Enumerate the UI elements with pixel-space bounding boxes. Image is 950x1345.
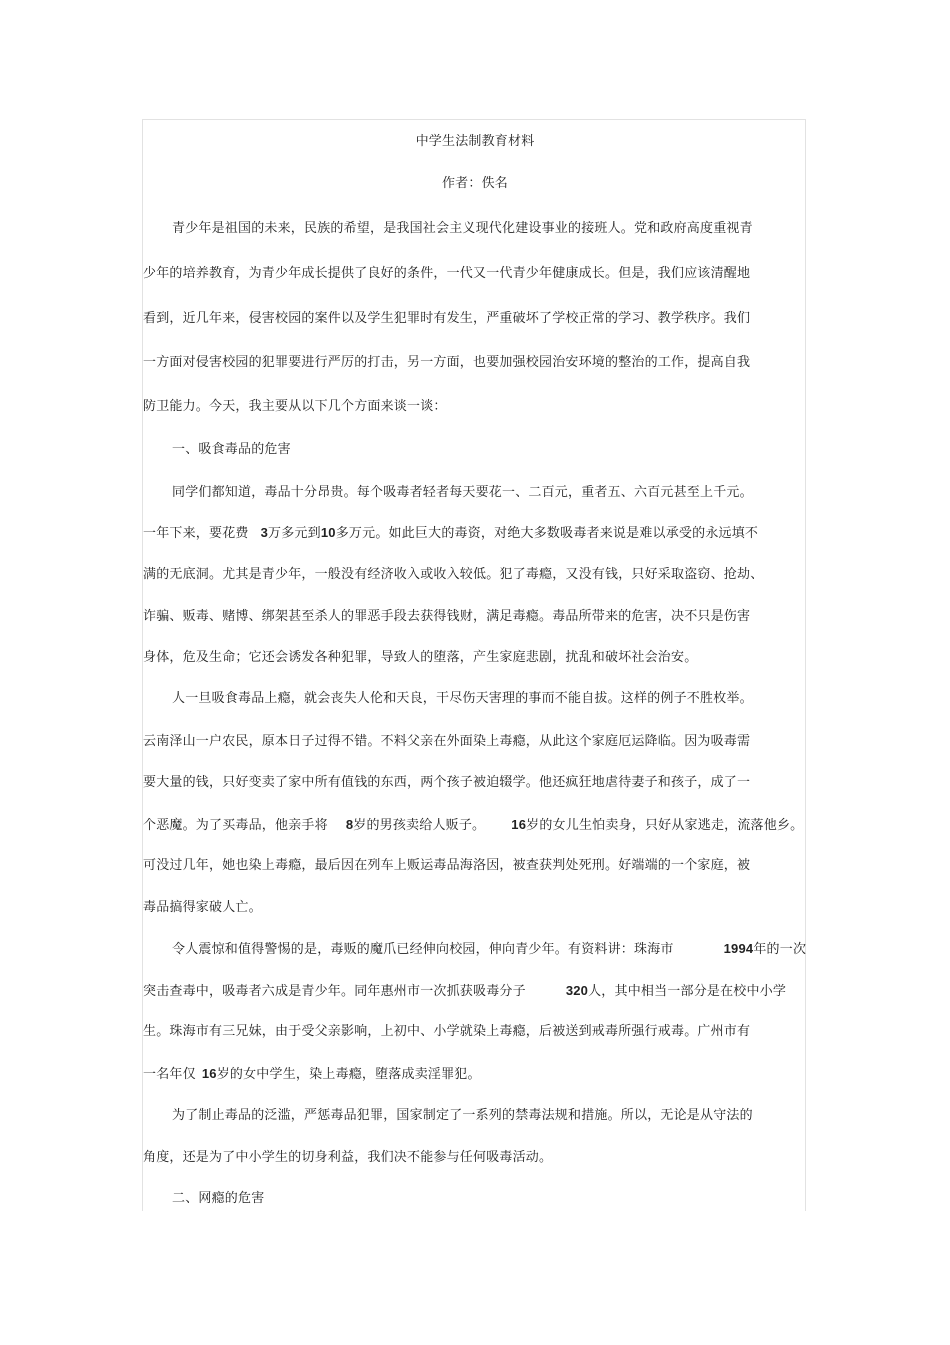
text-segment: 岁的男孩卖给人贩子。 — [353, 818, 486, 833]
text-segment: 年的一次 — [753, 942, 807, 957]
paragraph-line: 看到，近几年来，侵害校园的案件以及学生犯罪时有发生，严重破坏了学校正常的学习、教学秩序。我们 — [143, 311, 751, 326]
paragraph-line: 可没过几年，她也染上毒瘾，最后因在列车上贩运毒品海洛因，被查获判处死刑。好端端的一个家庭，被 — [143, 858, 751, 873]
text-segment: 令人震惊和值得警惕的是，毒贩的魔爪已经伸向校园，伸向青少年。有资料讲：珠海市 — [172, 942, 674, 957]
paragraph-line: 为了制止毒品的泛滥，严惩毒品犯罪，国家制定了一系列的禁毒法规和措施。所以，无论是从守法的 — [172, 1108, 753, 1123]
paragraph-line: 身体，危及生命；它还会诱发各种犯罪，导致人的堕落，产生家庭悲剧，扰乱和破坏社会治安。 — [143, 650, 698, 665]
text-segment: 岁的女儿生怕卖身，只好从家逃走，流落他乡。 — [526, 818, 804, 833]
paragraph-line: 角度，还是为了中小学生的切身利益，我们决不能参与任何吸毒活动。 — [143, 1150, 553, 1165]
text-segment: 一年下来，要花费 — [143, 526, 249, 541]
paragraph-line — [143, 524, 758, 543]
text-segment: 突击查毒中，吸毒者六成是青少年。同年惠州市一次抓获吸毒分子 — [143, 984, 526, 999]
paragraph-line — [143, 982, 786, 1001]
paragraph-line — [172, 940, 806, 959]
paragraph-line: 生。珠海市有三兄妹，由于受父亲影响，上初中、小学就染上毒瘾，后被送到戒毒所强行戒毒。广州市有 — [143, 1024, 751, 1039]
number: 1994 — [723, 941, 754, 956]
paragraph-line — [143, 816, 803, 835]
text-segment: 多万元。如此巨大的毒资，对绝大多数吸毒者来说是难以承受的永远填不 — [335, 526, 759, 541]
paragraph-line: 防卫能力。今天，我主要从以下几个方面来谈一谈： — [143, 399, 447, 414]
number: 3 — [260, 525, 269, 540]
number: 320 — [565, 983, 589, 998]
number: 16 — [201, 1066, 217, 1081]
paragraph-line: 要大量的钱，只好变卖了家中所有值钱的东西，两个孩子被迫辍学。他还疯狂地虐待妻子和孩子，成了一 — [143, 775, 751, 790]
paragraph-line: 云南泽山一户农民，原本日子过得不错。不料父亲在外面染上毒瘾，从此这个家庭厄运降临。因为吸毒需 — [143, 734, 751, 749]
paragraph-line: 人一旦吸食毒品上瘾，就会丧失人伦和天良，干尽伤天害理的事而不能自拔。这样的例子不胜枚举。 — [172, 691, 753, 706]
section-heading: 一、吸食毒品的危害 — [172, 442, 291, 457]
text-segment: 个恶魔。为了买毒品，他亲手将 — [143, 818, 328, 833]
paragraph-line: 满的无底洞。尤其是青少年，一般没有经济收入或收入较低。犯了毒瘾，又没有钱，只好采取盗窃、抢劫、 — [143, 567, 764, 582]
text-segment: 一名年仅 — [143, 1067, 196, 1082]
document-author: 作者：佚名 — [441, 176, 508, 191]
text-segment: 万多元到 — [268, 526, 321, 541]
paragraph-line: 诈骗、贩毒、赌博、绑架甚至杀人的罪恶手段去获得钱财，满足毒瘾。毒品所带来的危害，决不只是伤害 — [143, 609, 751, 624]
paragraph-line: 一方面对侵害校园的犯罪要进行严厉的打击，另一方面，也要加强校园治安环境的整治的工作，提高自我 — [143, 355, 751, 370]
paragraph-line — [143, 1065, 481, 1084]
number: 8 — [345, 817, 354, 832]
number: 10 — [320, 525, 336, 540]
text-segment: 岁的女中学生，染上毒瘾，堕落成卖淫罪犯。 — [216, 1067, 481, 1082]
paragraph-line: 少年的培养教育，为青少年成长提供了良好的条件，一代又一代青少年健康成长。但是，我们应该清醒地 — [143, 266, 751, 281]
section-heading: 二、网瘾的危害 — [172, 1191, 265, 1206]
text-segment: 人，其中相当一部分是在校中小学 — [588, 984, 787, 999]
paragraph-line: 青少年是祖国的未来，民族的希望，是我国社会主义现代化建设事业的接班人。党和政府高度重视青 — [172, 221, 753, 236]
document-title: 中学生法制教育材料 — [415, 134, 535, 149]
paragraph-line: 同学们都知道，毒品十分昂贵。每个吸毒者轻者每天要花一、二百元，重者五、六百元甚至上千元。 — [172, 485, 753, 500]
number: 16 — [511, 817, 527, 832]
paragraph-line: 毒品搞得家破人亡。 — [143, 900, 262, 915]
